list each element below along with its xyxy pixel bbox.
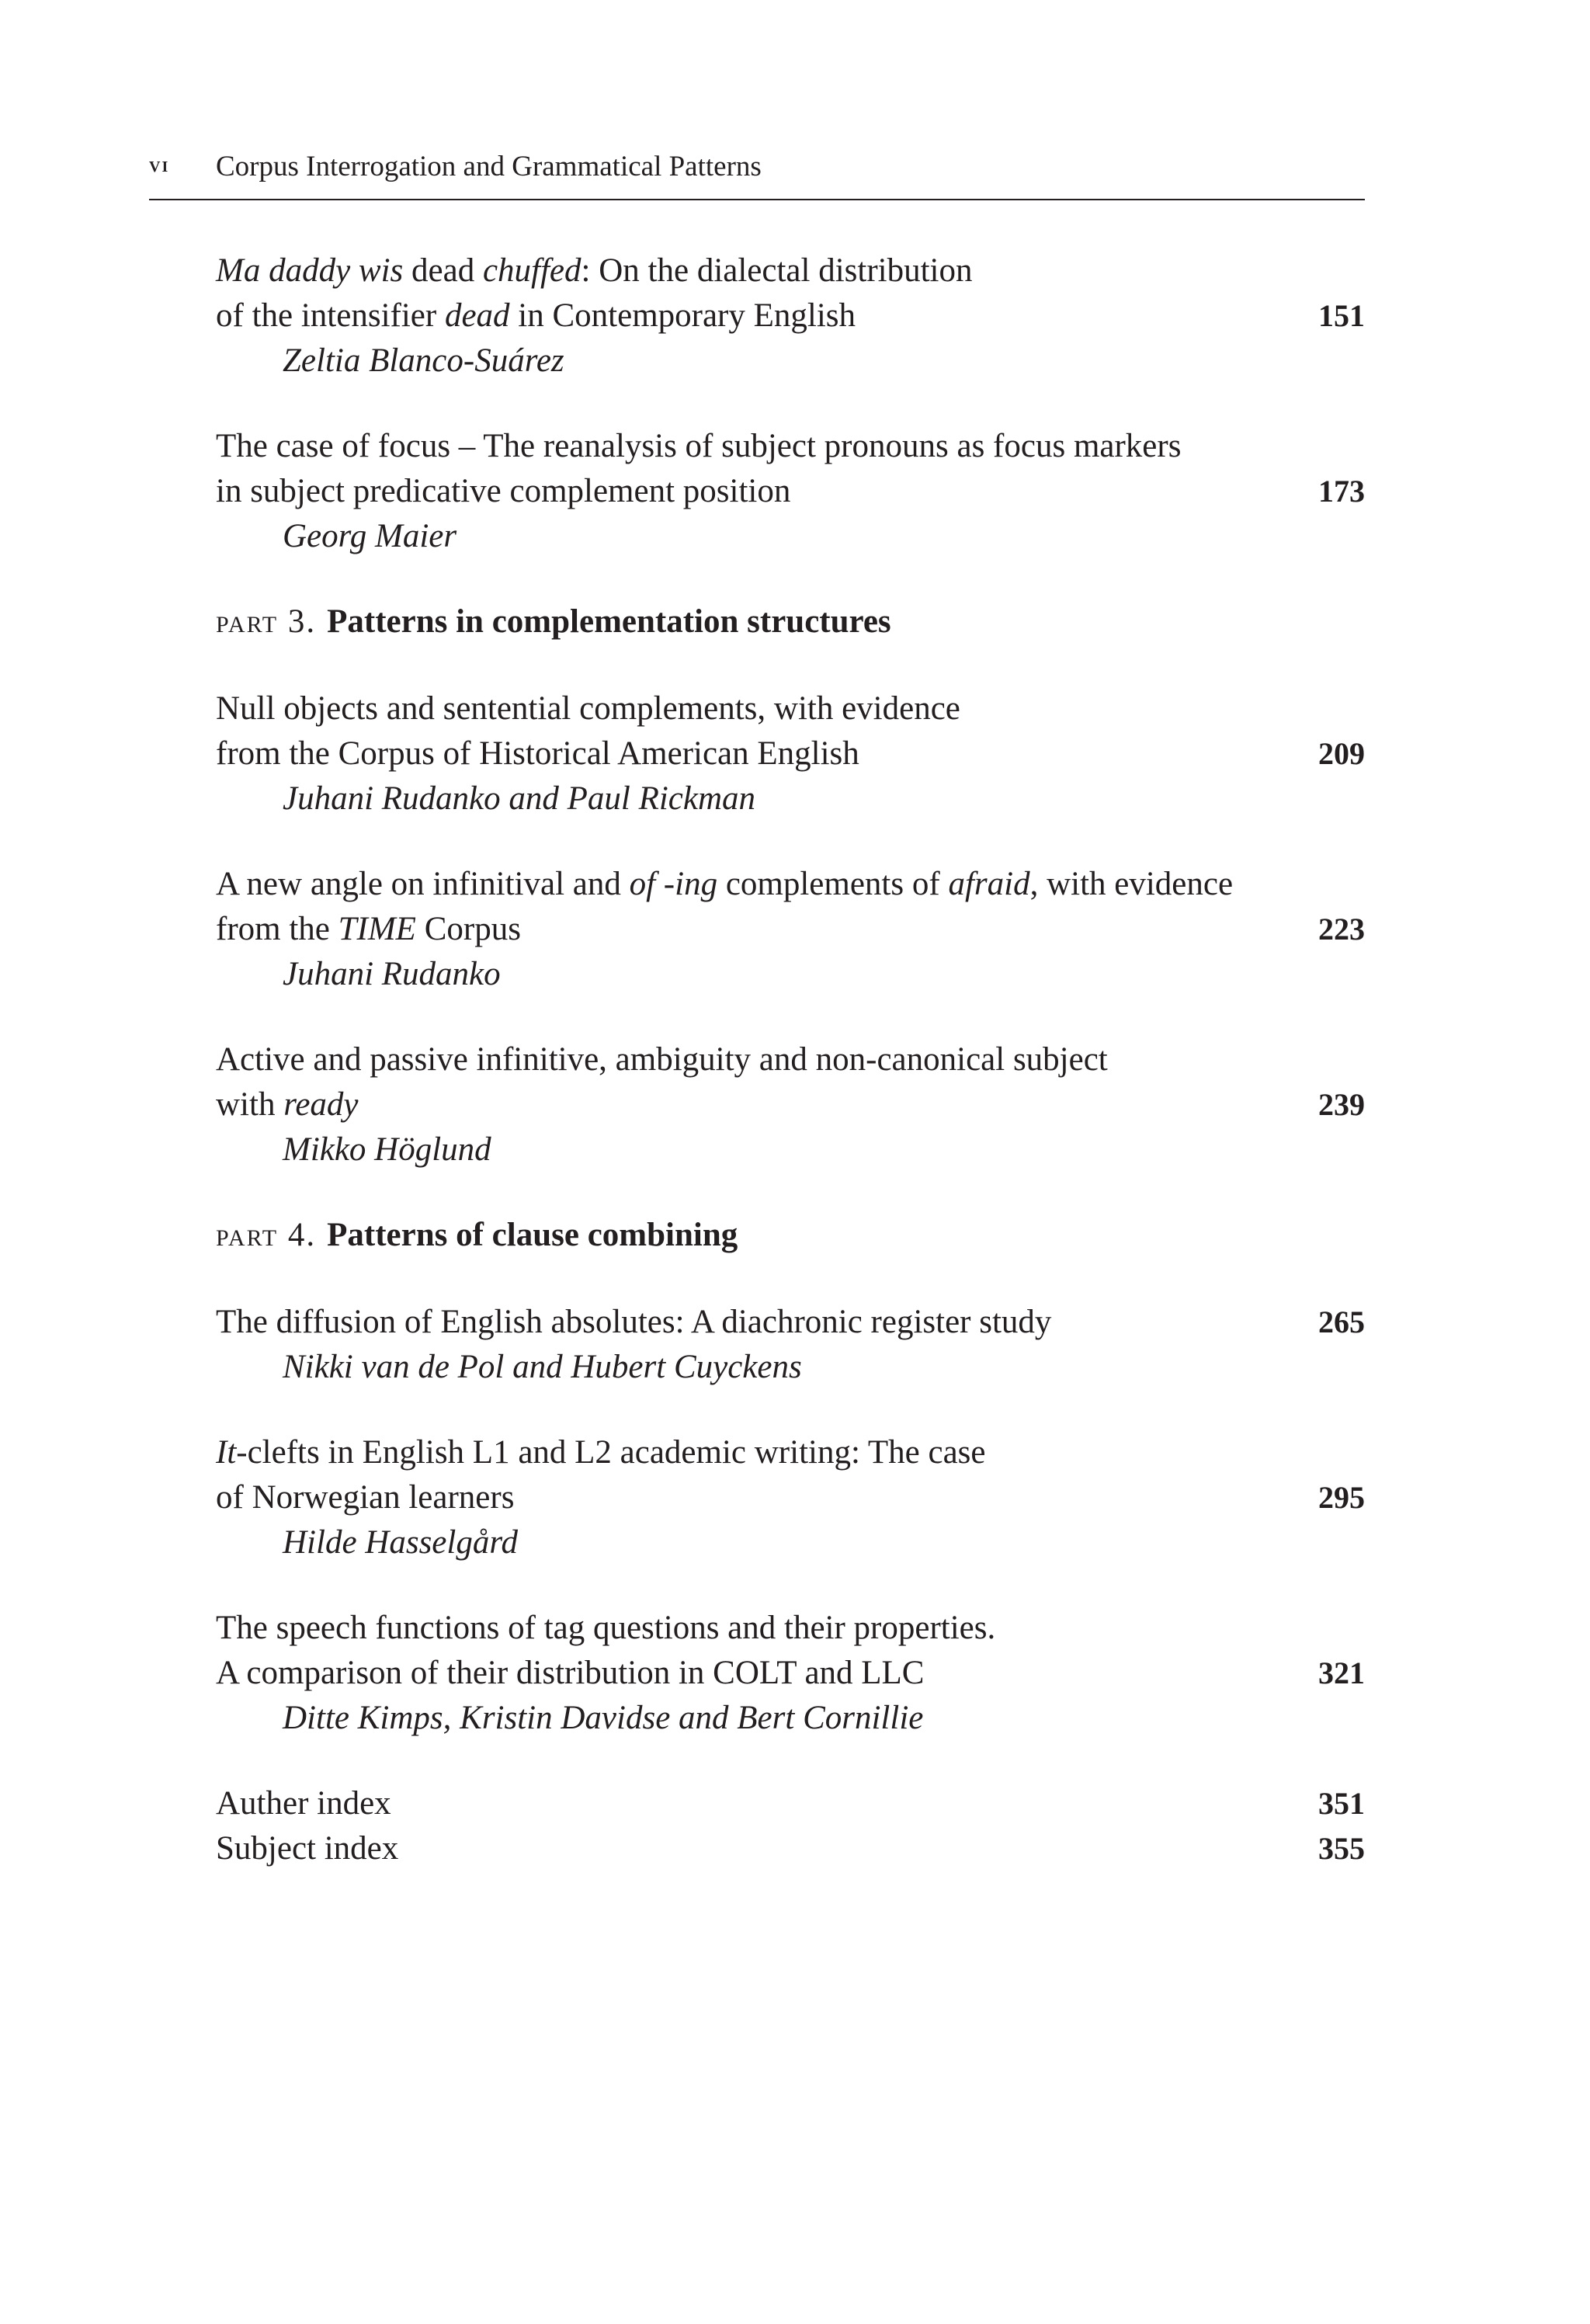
toc-entry-author: Ditte Kimps, Kristin Davidse and Bert Cornillie bbox=[283, 1700, 924, 1736]
toc-page-number: 351 bbox=[1318, 1786, 1365, 1821]
part-title: Patterns of clause combining bbox=[327, 1217, 738, 1253]
part-label: part 4. bbox=[216, 1217, 317, 1253]
toc-entry-title-line: Active and passive infinitive, ambiguity and non-canonical subject bbox=[216, 1041, 1108, 1078]
toc-page-number: 265 bbox=[1318, 1304, 1365, 1339]
toc-entry-title-line: Ma daddy wis dead chuffed: On the dialectal distribution bbox=[216, 252, 973, 289]
part-heading bbox=[216, 599, 1365, 644]
toc-entry[interactable] bbox=[216, 1037, 1365, 1172]
toc-page-number: 295 bbox=[1318, 1480, 1365, 1515]
page-folio: vi bbox=[149, 152, 170, 177]
toc-entry[interactable] bbox=[216, 1606, 1365, 1741]
toc-entry-author: Georg Maier bbox=[283, 518, 457, 554]
toc-entry-title-line: in subject predicative complement position bbox=[216, 473, 791, 509]
part-label: part 3. bbox=[216, 603, 317, 640]
toc-page-number: 239 bbox=[1318, 1087, 1365, 1122]
toc-entry-title-line: with ready bbox=[216, 1086, 359, 1123]
toc-entry[interactable] bbox=[216, 862, 1365, 997]
toc-page-number: 321 bbox=[1318, 1655, 1365, 1690]
toc-entry-title-line: A new angle on infinitival and of -ing complements of afraid, with evidence bbox=[216, 866, 1234, 902]
toc-entry[interactable] bbox=[216, 1300, 1365, 1390]
toc-entry[interactable] bbox=[216, 248, 1365, 384]
part-heading bbox=[216, 1213, 1365, 1258]
index-label: Subject index bbox=[216, 1830, 399, 1867]
toc-entry-author: Zeltia Blanco-Suárez bbox=[283, 342, 564, 379]
toc-entry-title-line: The diffusion of English absolutes: A diachronic register study bbox=[216, 1304, 1052, 1340]
toc-entry-title-line: Null objects and sentential complements, with evidence bbox=[216, 690, 960, 727]
toc-entry-title-line: from the Corpus of Historical American English bbox=[216, 735, 859, 772]
running-header bbox=[149, 146, 1365, 200]
toc-entry-title-line: of Norwegian learners bbox=[216, 1479, 515, 1516]
toc-entry-author: Juhani Rudanko and Paul Rickman bbox=[283, 780, 756, 817]
toc-entry-title-line: from the TIME Corpus bbox=[216, 911, 521, 947]
toc-entry-title-line: of the intensifier dead in Contemporary English bbox=[216, 297, 856, 334]
toc-entry[interactable] bbox=[216, 424, 1365, 559]
toc-index-entry[interactable] bbox=[216, 1781, 1365, 1826]
part-title: Patterns in complementation structures bbox=[327, 603, 891, 640]
toc-page-number: 355 bbox=[1318, 1831, 1365, 1866]
toc-entry-author: Hilde Hasselgård bbox=[283, 1524, 518, 1561]
toc-index-entry[interactable] bbox=[216, 1826, 1365, 1871]
toc-entry[interactable] bbox=[216, 1430, 1365, 1565]
toc-entry-author: Juhani Rudanko bbox=[283, 956, 501, 992]
index-label: Auther index bbox=[216, 1785, 391, 1822]
toc-entry-author: Nikki van de Pol and Hubert Cuyckens bbox=[283, 1349, 802, 1385]
toc-page-number: 151 bbox=[1318, 298, 1365, 333]
toc-entry-title-line: The speech functions of tag questions and their properties. bbox=[216, 1610, 996, 1646]
running-head-title: Corpus Interrogation and Grammatical Patterns bbox=[216, 151, 762, 182]
table-of-contents bbox=[216, 248, 1365, 1871]
toc-entry-title-line: A comparison of their distribution in COLT and LLC bbox=[216, 1655, 925, 1691]
toc-page-number: 209 bbox=[1318, 736, 1365, 771]
toc-page-number: 223 bbox=[1318, 912, 1365, 947]
toc-entry-title-line: It-clefts in English L1 and L2 academic writing: The case bbox=[216, 1434, 986, 1471]
toc-entry-title-line: The case of focus – The reanalysis of subject pronouns as focus markers bbox=[216, 428, 1182, 464]
toc-entry-author: Mikko Höglund bbox=[283, 1131, 491, 1168]
toc-page-number: 173 bbox=[1318, 474, 1365, 509]
toc-entry[interactable] bbox=[216, 686, 1365, 822]
